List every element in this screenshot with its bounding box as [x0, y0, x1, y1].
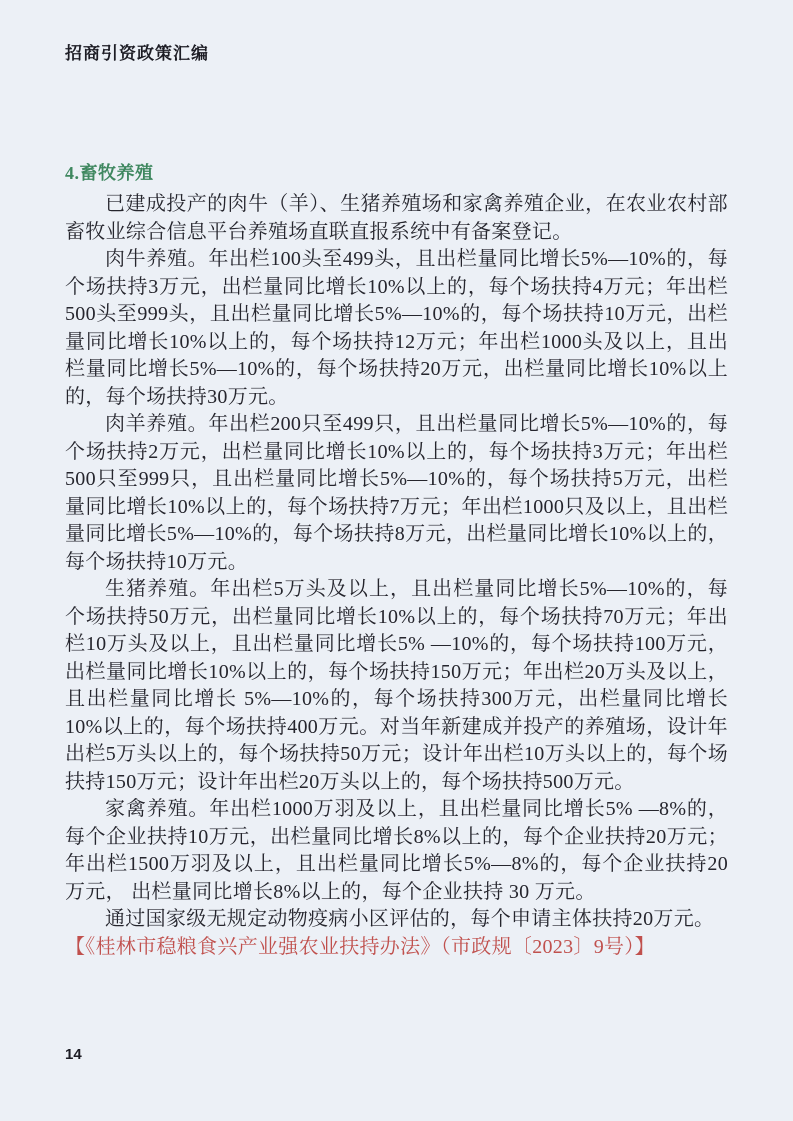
paragraph-pig-farming: 生猪养殖。年出栏5万头及以上，且出栏量同比增长5%—10%的，每个场扶持50万元，出栏量同比增长10%以上的，每个场扶持70万元；年出栏10万头及以上，且出栏量同比增长5% —10%的，每个场扶持100万元，出栏量同比增长10%以上的，每个场扶持150万元；年出栏20万头及以上，且出栏量同比增长 5%—10%的，每个场扶持300万元，出栏量同比增长10%以上的，每个场扶持400万元。对当年新建成并投产的养殖场，设计年出栏5万头以上的，每个场扶持50万元；设计年出栏10万头以上的，每个场扶持150万元；设计年出栏20万头以上的，每个场扶持500万元。 [65, 578, 728, 793]
paragraph-beef-cattle: 肉牛养殖。年出栏100头至499头，且出栏量同比增长5%—10%的，每个场扶持3万元，出栏量同比增长10%以上的，每个场扶持4万元；年出栏500头至999头，且出栏量同比增长5%—10%的，每个场扶持10万元，出栏量同比增长10%以上的，每个场扶持12万元；年出栏1000头及以上，且出栏量同比增长5%—10%的，每个场扶持20万元，出栏量同比增长10%以上的，每个场扶持30万元。 [65, 248, 728, 408]
section-title: 4.畜牧养殖 [65, 163, 154, 183]
page-number: 14 [65, 1046, 82, 1063]
paragraph-disease-free-zone: 通过国家级无规定动物疫病小区评估的，每个申请主体扶持20万元。 [105, 908, 715, 930]
paragraph-intro-registration: 已建成投产的肉牛（羊）、生猪养殖场和家禽养殖企业，在农业农村部畜牧业综合信息平台养殖场直联直报系统中有备案登记。 [65, 193, 728, 243]
document-content [65, 161, 728, 961]
document-header-title: 招商引资政策汇编 [65, 44, 209, 63]
policy-citation: 【《桂林市稳粮食兴产业强农业扶持办法》（市政规〔2023〕9号）】 [65, 935, 655, 958]
paragraph-mutton-sheep: 肉羊养殖。年出栏200只至499只，且出栏量同比增长5%—10%的，每个场扶持2万元，出栏量同比增长10%以上的，每个场扶持3万元；年出栏500只至999只，且出栏量同比增长5%—10%的，每个场扶持5万元，出栏量同比增长10%以上的，每个场扶持7万元；年出栏1000只及以上，且出栏量同比增长5%—10%的，每个场扶持8万元，出栏量同比增长10%以上的，每个场扶持10万元。 [65, 413, 728, 573]
paragraph-poultry-farming: 家禽养殖。年出栏1000万羽及以上，且出栏量同比增长5% —8%的，每个企业扶持10万元，出栏量同比增长8%以上的，每个企业扶持20万元；年出栏1500万羽及以上，且出栏量同比增长5%—8%的，每个企业扶持20万元， 出栏量同比增长8%以上的，每个企业扶持 30 万元。 [65, 798, 728, 903]
